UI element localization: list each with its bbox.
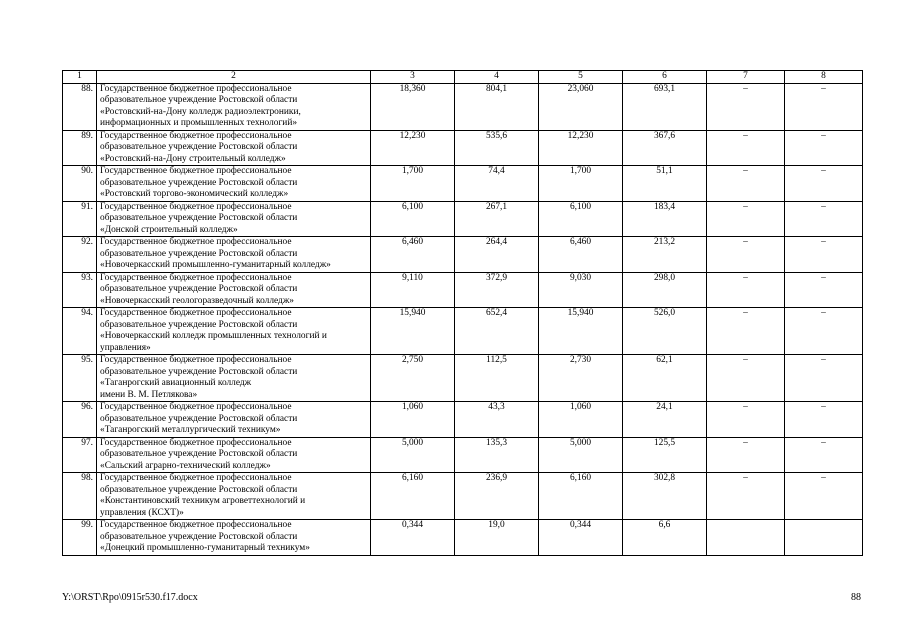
table-row: [63, 437, 863, 473]
institution-name-line: образовательное учреждение Ростовской области: [100, 95, 298, 105]
institution-name-line: Государственное бюджетное профессиональное: [100, 402, 292, 412]
col4-value: 267,1: [455, 201, 539, 237]
col4-value: 135,3: [455, 437, 539, 473]
col6-value: 367,6: [623, 130, 707, 166]
col-header-3: 3: [371, 71, 455, 84]
col3-value: 6,460: [371, 237, 455, 273]
institution-name-line: имени В. М. Петлякова»: [100, 389, 198, 400]
row-number: 94.: [63, 308, 97, 355]
col6-value: 526,0: [623, 308, 707, 355]
col5-value: 12,230: [539, 130, 623, 166]
col5-value: 0,344: [539, 520, 623, 556]
institution-name-line: образовательное учреждение Ростовской области: [100, 213, 298, 223]
institution-name-line: Государственное бюджетное профессиональное: [100, 237, 292, 247]
col7-value: –: [707, 130, 785, 166]
row-number: 90.: [63, 166, 97, 202]
row-number: 88.: [63, 83, 97, 130]
row-number: 92.: [63, 237, 97, 273]
col5-value: 1,700: [539, 166, 623, 202]
institution-name-line: Государственное бюджетное профессиональное: [100, 308, 292, 318]
col3-value: 0,344: [371, 520, 455, 556]
institution-name: [97, 272, 371, 308]
col8-value: –: [785, 473, 863, 520]
col6-value: 693,1: [623, 83, 707, 130]
col5-value: 2,730: [539, 355, 623, 402]
institution-name-line: «Новочеркасский колледж промышленных технологий и: [100, 331, 327, 341]
table-row: [63, 272, 863, 308]
institution-name: [97, 402, 371, 438]
table-row: [63, 473, 863, 520]
institution-name-line: образовательное учреждение Ростовской области: [100, 449, 298, 459]
col-header-6: 6: [623, 71, 707, 84]
table-row: [63, 402, 863, 438]
col7-value: –: [707, 201, 785, 237]
col7-value: –: [707, 437, 785, 473]
row-number: 91.: [63, 201, 97, 237]
table-row: [63, 166, 863, 202]
col8-value: –: [785, 166, 863, 202]
col3-value: 6,160: [371, 473, 455, 520]
col-header-5: 5: [539, 71, 623, 84]
table-row: [63, 201, 863, 237]
institution-name-line: «Донецкий промышленно-гуманитарный техникум»: [100, 543, 310, 553]
col4-value: 236,9: [455, 473, 539, 520]
institution-name-line: образовательное учреждение Ростовской области: [100, 177, 298, 188]
institution-name-line: «Таганрогский металлургический техникум»: [100, 425, 281, 435]
institution-name-line: «Ростовский торгово-экономический колледж»: [100, 189, 289, 199]
col7-value: –: [707, 308, 785, 355]
col5-value: 6,460: [539, 237, 623, 273]
col5-value: 6,100: [539, 201, 623, 237]
col3-value: 9,110: [371, 272, 455, 308]
col6-value: 6,6: [623, 520, 707, 556]
institution-name-line: «Константиновский техникум агроветтехнологий и: [100, 496, 306, 506]
col5-value: 6,160: [539, 473, 623, 520]
institution-name: [97, 473, 371, 520]
institution-name-line: образовательное учреждение Ростовской области: [100, 531, 298, 542]
institution-name-line: Государственное бюджетное профессиональное: [100, 130, 292, 141]
row-number: 95.: [63, 355, 97, 402]
col8-value: –: [785, 237, 863, 273]
table-row: [63, 83, 863, 130]
institution-name: [97, 201, 371, 237]
col3-value: 5,000: [371, 437, 455, 473]
institution-name-line: образовательное учреждение Ростовской области: [100, 413, 298, 424]
institution-name: [97, 437, 371, 473]
institution-name-line: образовательное учреждение Ростовской области: [100, 248, 298, 259]
institution-name-line: «Ростовский-на-Дону колледж радиоэлектроники,: [100, 106, 301, 117]
institution-name-line: «Таганрогский авиационный колледж: [100, 378, 252, 388]
col8-value: –: [785, 308, 863, 355]
institution-name-line: Государственное бюджетное профессиональное: [100, 473, 292, 483]
col4-value: 804,1: [455, 83, 539, 130]
col8-value: –: [785, 83, 863, 130]
col4-value: 652,4: [455, 308, 539, 355]
col8-value: –: [785, 355, 863, 402]
row-number: 93.: [63, 272, 97, 308]
col4-value: 264,4: [455, 237, 539, 273]
col3-value: 18,360: [371, 83, 455, 130]
institution-name-line: «Новочеркасский геологоразведочный колледж»: [100, 295, 294, 306]
table-row: [63, 355, 863, 402]
col3-value: 15,940: [371, 308, 455, 355]
col-header-7: 7: [707, 71, 785, 84]
col5-value: 9,030: [539, 272, 623, 308]
col4-value: 43,3: [455, 402, 539, 438]
col3-value: 1,060: [371, 402, 455, 438]
col8-value: –: [785, 272, 863, 308]
col6-value: 183,4: [623, 201, 707, 237]
institution-name: [97, 166, 371, 202]
institution-name: [97, 237, 371, 273]
col5-value: 5,000: [539, 437, 623, 473]
col-header-4: 4: [455, 71, 539, 84]
col5-value: 1,060: [539, 402, 623, 438]
col7-value: –: [707, 83, 785, 130]
col7-value: –: [707, 237, 785, 273]
col7-value: –: [707, 272, 785, 308]
institution-name: [97, 355, 371, 402]
col6-value: 24,1: [623, 402, 707, 438]
col4-value: 74,4: [455, 166, 539, 202]
col5-value: 23,060: [539, 83, 623, 130]
institution-name-line: Государственное бюджетное профессиональное: [100, 201, 292, 212]
institution-name-line: управления»: [100, 342, 151, 353]
institution-name-line: управления (КСХТ)»: [100, 507, 184, 518]
institution-name-line: «Новочеркасский промышленно-гуманитарный колледж»: [100, 260, 331, 270]
col6-value: 51,1: [623, 166, 707, 202]
col8-value: [785, 520, 863, 556]
col7-value: [707, 520, 785, 556]
row-number: 97.: [63, 437, 97, 473]
row-number: 89.: [63, 130, 97, 166]
institution-name: [97, 130, 371, 166]
institution-name-line: «Сальский аграрно-технический колледж»: [100, 460, 271, 471]
institution-name-line: образовательное учреждение Ростовской области: [100, 142, 298, 152]
institution-name-line: Государственное бюджетное профессиональное: [100, 83, 292, 94]
institution-name: [97, 83, 371, 130]
row-number: 96.: [63, 402, 97, 438]
col6-value: 298,0: [623, 272, 707, 308]
institution-name-line: «Донской строительный колледж»: [100, 224, 238, 235]
col-header-2: 2: [97, 71, 371, 84]
col5-value: 15,940: [539, 308, 623, 355]
col6-value: 302,8: [623, 473, 707, 520]
institution-name-line: Государственное бюджетное профессиональное: [100, 272, 292, 283]
institution-name-line: образовательное учреждение Ростовской области: [100, 366, 298, 377]
table-row: [63, 130, 863, 166]
col8-value: –: [785, 201, 863, 237]
table-row: [63, 237, 863, 273]
col6-value: 213,2: [623, 237, 707, 273]
col7-value: –: [707, 473, 785, 520]
institution-name-line: образовательное учреждение Ростовской области: [100, 484, 298, 495]
col4-value: 112,5: [455, 355, 539, 402]
col-header-8: 8: [785, 71, 863, 84]
table-row: [63, 308, 863, 355]
col7-value: –: [707, 402, 785, 438]
row-number: 98.: [63, 473, 97, 520]
col3-value: 12,230: [371, 130, 455, 166]
col4-value: 372,9: [455, 272, 539, 308]
institution-name-line: образовательное учреждение Ростовской области: [100, 284, 298, 294]
table-body: [63, 71, 863, 556]
document-path: Y:\ORST\Rpo\0915r530.f17.docx: [62, 592, 198, 603]
row-number: 99.: [63, 520, 97, 556]
col3-value: 6,100: [371, 201, 455, 237]
page-number: 88: [851, 592, 861, 603]
column-number-row: [63, 71, 863, 84]
col8-value: –: [785, 130, 863, 166]
institution-name-line: Государственное бюджетное профессиональное: [100, 437, 292, 448]
col8-value: –: [785, 437, 863, 473]
col4-value: 19,0: [455, 520, 539, 556]
col3-value: 2,750: [371, 355, 455, 402]
institution-name-line: образовательное учреждение Ростовской области: [100, 319, 298, 330]
institution-name: [97, 308, 371, 355]
col6-value: 62,1: [623, 355, 707, 402]
col-header-1: 1: [63, 71, 97, 84]
col7-value: –: [707, 355, 785, 402]
col6-value: 125,5: [623, 437, 707, 473]
col4-value: 535,6: [455, 130, 539, 166]
col8-value: –: [785, 402, 863, 438]
budget-table: [62, 70, 863, 556]
institution-name-line: «Ростовский-на-Дону строительный колледж»: [100, 153, 286, 164]
institution-name-line: Государственное бюджетное профессиональное: [100, 355, 292, 365]
col3-value: 1,700: [371, 166, 455, 202]
institution-name-line: информационных и промышленных технологий»: [100, 118, 298, 128]
institution-name-line: Государственное бюджетное профессиональное: [100, 520, 292, 530]
col7-value: –: [707, 166, 785, 202]
institution-name-line: Государственное бюджетное профессиональное: [100, 166, 292, 176]
table-row: [63, 520, 863, 556]
institution-name: [97, 520, 371, 556]
